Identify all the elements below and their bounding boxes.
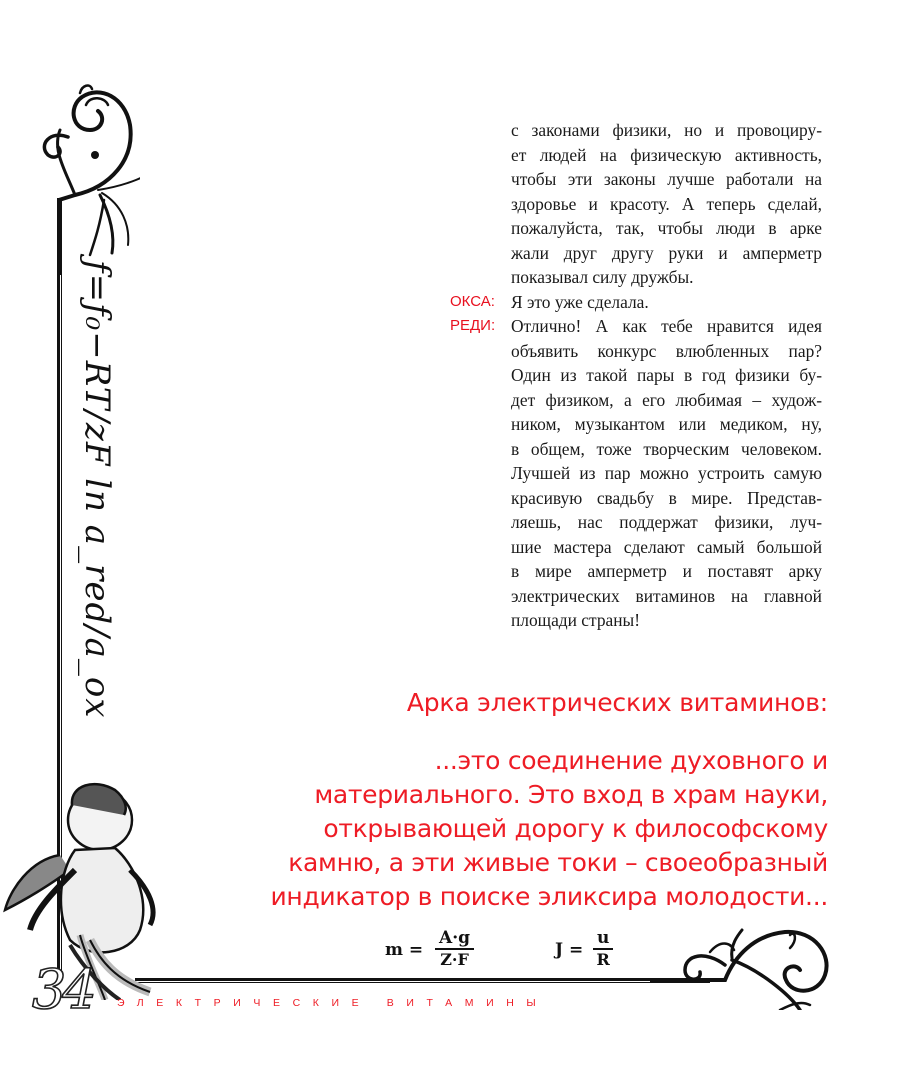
dialog-text bbox=[442, 118, 822, 633]
text-line: чтобы эти законы лучше работали на bbox=[511, 169, 822, 189]
pull-quote-line: ...это соединение духовного и bbox=[434, 746, 828, 775]
formula-current-fraction: $\frac{u}{R}$ bbox=[593, 928, 613, 970]
formula-current-lhs: J = bbox=[555, 940, 584, 960]
text-line: в мире амперметр и поставят арку bbox=[511, 561, 822, 581]
text-line: дет физиком, а его любимая – худож- bbox=[511, 389, 822, 410]
text-line: ником, музыкантом или медиком, ну, bbox=[511, 414, 822, 434]
paragraph-continuation bbox=[511, 118, 822, 290]
text-line: с законами физики, но и провоциру- bbox=[511, 120, 822, 140]
speaker-label: РЕДИ: bbox=[450, 317, 496, 334]
text-line: показывал силу дружбы. bbox=[511, 267, 694, 287]
text-line: Один из такой пары в год физики бу- bbox=[511, 365, 822, 385]
text-line: здоровье и красоту. А теперь сделай, bbox=[511, 193, 822, 214]
running-title: ЭЛЕКТРИЧЕСКИЕ ВИТАМИНЫ bbox=[117, 997, 549, 1009]
formula-mass-fraction: $\frac{A\cdot g}{Z\cdot F}$ bbox=[435, 928, 474, 970]
text-line: Лучшей из пар можно устроить самую bbox=[511, 463, 822, 483]
text-line: красивую свадьбу в мире. Представ- bbox=[511, 487, 822, 508]
text-line: в общем, тоже творческим человеком. bbox=[511, 438, 822, 459]
formula-mass-lhs: m = bbox=[385, 940, 424, 960]
pull-quote bbox=[188, 686, 828, 914]
text-line: ляешь, нас поддержат физики, луч- bbox=[511, 512, 822, 532]
text-line: шие мастера сделают самый большой bbox=[511, 536, 822, 557]
cherub-icon bbox=[0, 760, 200, 1000]
pull-quote-title: Арка электрических витаминов: bbox=[406, 688, 828, 717]
text-line: электрических витаминов на главной bbox=[511, 585, 822, 606]
dialog-turn-redi bbox=[442, 314, 822, 633]
pull-quote-line: материального. Это вход в храм науки, bbox=[314, 780, 828, 809]
pull-quote-line: индикатор в поиске эликсира молодости... bbox=[270, 882, 828, 911]
page-number: 34 bbox=[32, 958, 93, 1021]
scroll-ornament-icon bbox=[30, 75, 140, 275]
text-line: ет людей на физическую активность, bbox=[511, 144, 822, 165]
dialog-turn-oksa bbox=[442, 290, 822, 315]
scroll-ornament-bottom-right-icon bbox=[650, 910, 840, 1010]
text-line: Отлично! А как тебе нравится идея bbox=[511, 316, 822, 336]
text-line: объявить конкурс влюбленных пар? bbox=[511, 340, 822, 361]
frame-bottom-rule bbox=[135, 978, 710, 983]
speaker-label: ОКСА: bbox=[450, 292, 495, 310]
text-line: пожалуйста, так, чтобы люди в арке bbox=[511, 218, 822, 238]
text-line: жали друг другу руки и амперметр bbox=[511, 242, 822, 263]
vertical-formula: ƒ=ƒ₀−RT/zF ln a_red/a_ox bbox=[77, 260, 117, 719]
pull-quote-line: открывающей дорогу к философскому bbox=[323, 814, 828, 843]
pull-quote-line: камню, а эти живые токи – своеобразный bbox=[288, 848, 828, 877]
text-line: Я это уже сделала. bbox=[511, 291, 649, 312]
text-line: площади страны! bbox=[511, 610, 641, 630]
